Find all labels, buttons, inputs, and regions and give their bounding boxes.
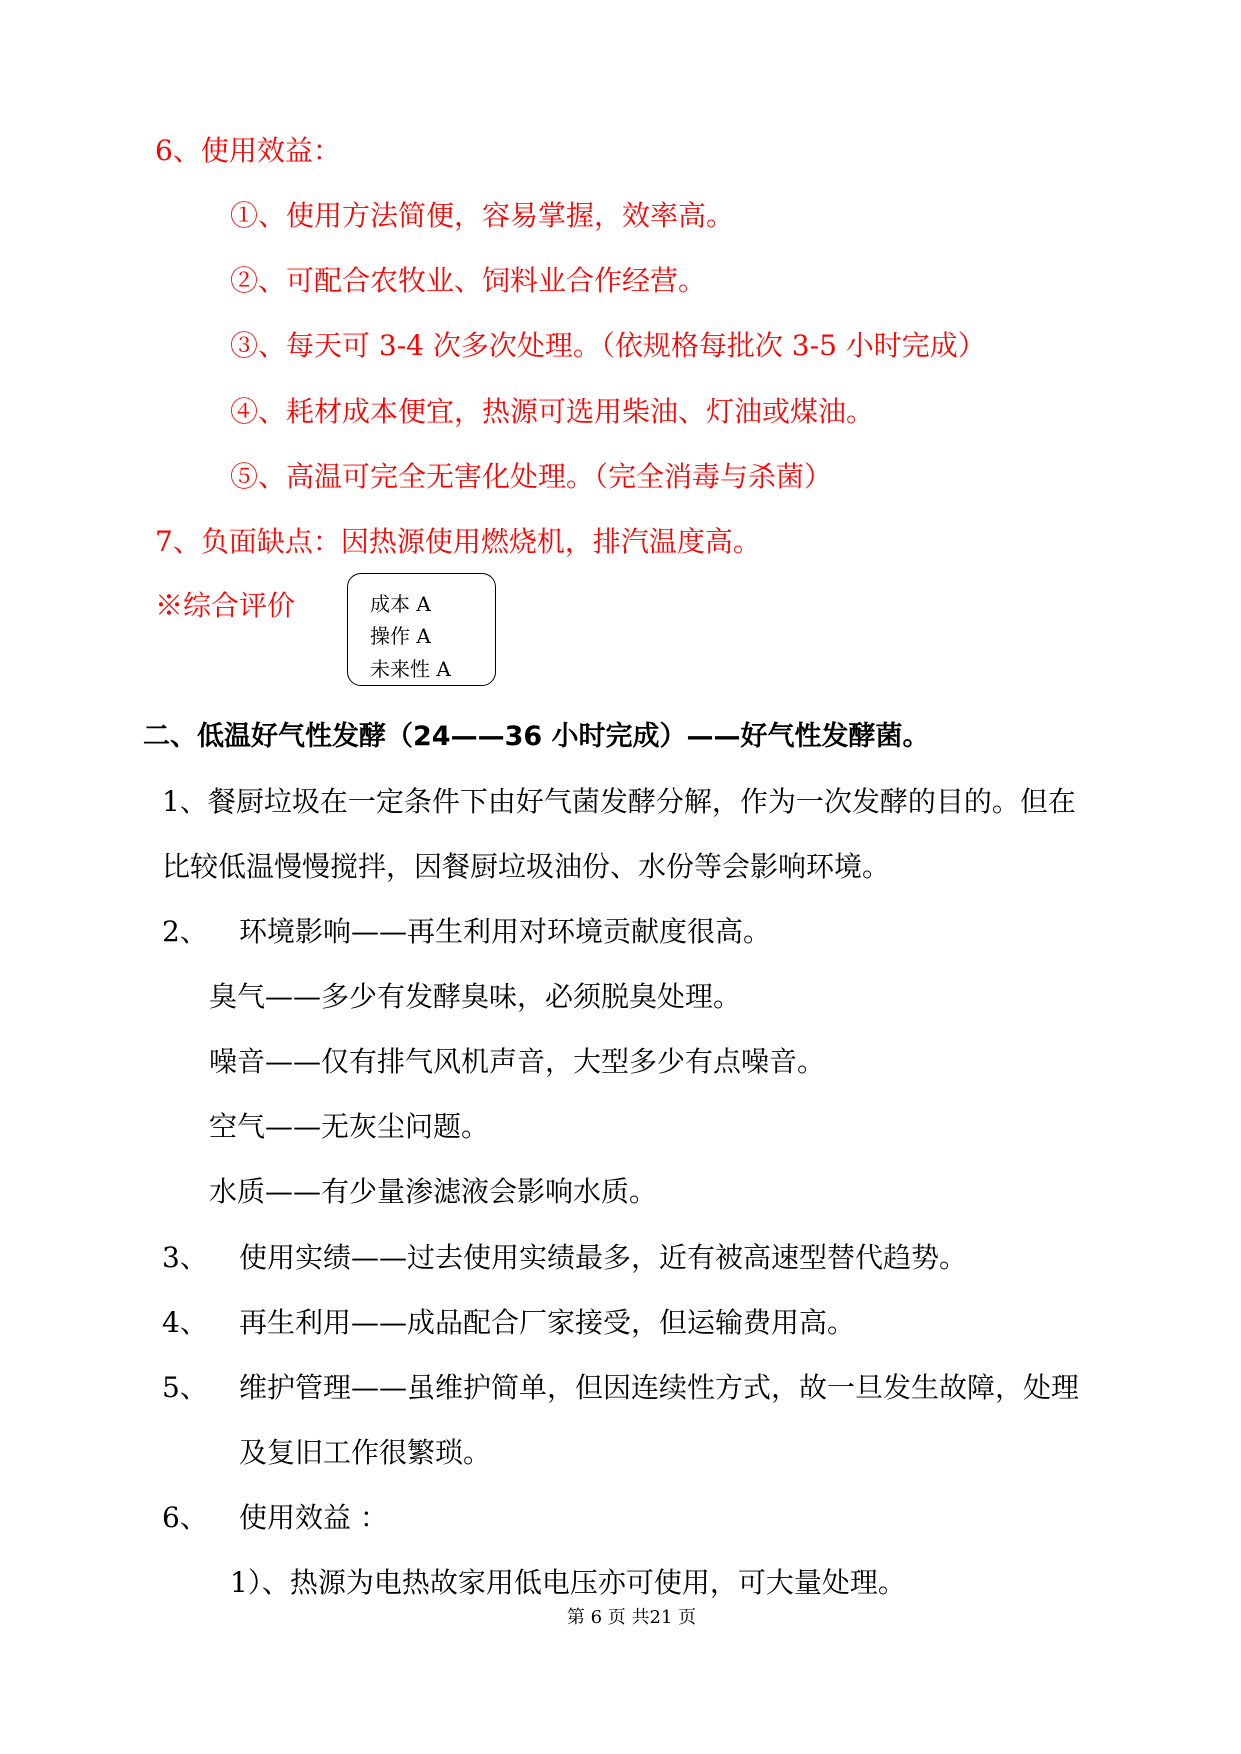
item5-number: 5、 — [162, 1371, 208, 1404]
item6-text: 使用效益 ： — [239, 1501, 388, 1534]
benefit-item: ③、每天可 3-4 次多次处理。（依规格每批次 3-5 小时完成） — [230, 329, 986, 362]
item4-number: 4、 — [162, 1306, 208, 1339]
evaluation-future: 未来性 A — [370, 657, 451, 681]
env-detail: 臭气——多少有发酵臭味，必须脱臭处理。 — [209, 980, 742, 1013]
benefit-subitem: 1）、热源为电热故家用低电压亦可使用，可大量处理。 — [230, 1566, 906, 1599]
section-heading: 二、低温好气性发酵（24——36 小时完成）——好气性发酵菌。 — [143, 721, 930, 752]
drawback-line: 7、负面缺点：因热源使用燃烧机，排汽温度高。 — [155, 525, 761, 558]
item4-text: 再生利用——成品配合厂家接受，但运输费用高。 — [239, 1306, 856, 1339]
page-number-footer: 第 6 页 共21 页 — [566, 1607, 697, 1628]
item3-number: 3、 — [162, 1241, 208, 1274]
benefits-heading: 6、使用效益： — [155, 134, 341, 167]
item5-text: 维护管理——虽维护简单，但因连续性方式，故一旦发生故障，处理 — [239, 1371, 1080, 1404]
item2-number: 2、 — [162, 915, 208, 948]
item1-line1: 1、餐厨垃圾在一定条件下由好气菌发酵分解，作为一次发酵的目的。但在 — [162, 785, 1076, 818]
evaluation-label: ※综合评价 — [155, 589, 296, 622]
benefit-item: ①、使用方法简便，容易掌握，效率高。 — [230, 199, 735, 232]
item2-text: 环境影响——再生利用对环境贡献度很高。 — [239, 915, 772, 948]
item6-number: 6、 — [162, 1501, 208, 1534]
benefit-item: ②、可配合农牧业、饲料业合作经营。 — [230, 264, 707, 297]
evaluation-box — [347, 573, 496, 686]
env-detail: 空气——无灰尘问题。 — [209, 1110, 490, 1143]
evaluation-cost: 成本 A — [370, 592, 431, 616]
evaluation-operation: 操作 A — [370, 624, 431, 648]
benefit-item: ⑤、高温可完全无害化处理。（完全消毒与杀菌） — [230, 460, 833, 493]
item5-continuation: 及复旧工作很繁琐。 — [239, 1436, 492, 1469]
item1-line2: 比较低温慢慢搅拌，因餐厨垃圾油份、水份等会影响环境。 — [162, 850, 891, 883]
benefit-item: ④、耗材成本便宜，热源可选用柴油、灯油或煤油。 — [230, 395, 875, 428]
item3-text: 使用实绩——过去使用实绩最多，近有被高速型替代趋势。 — [239, 1241, 968, 1274]
env-detail: 噪音——仅有排气风机声音，大型多少有点噪音。 — [209, 1045, 826, 1078]
env-detail: 水质——有少量渗滤液会影响水质。 — [209, 1175, 658, 1208]
